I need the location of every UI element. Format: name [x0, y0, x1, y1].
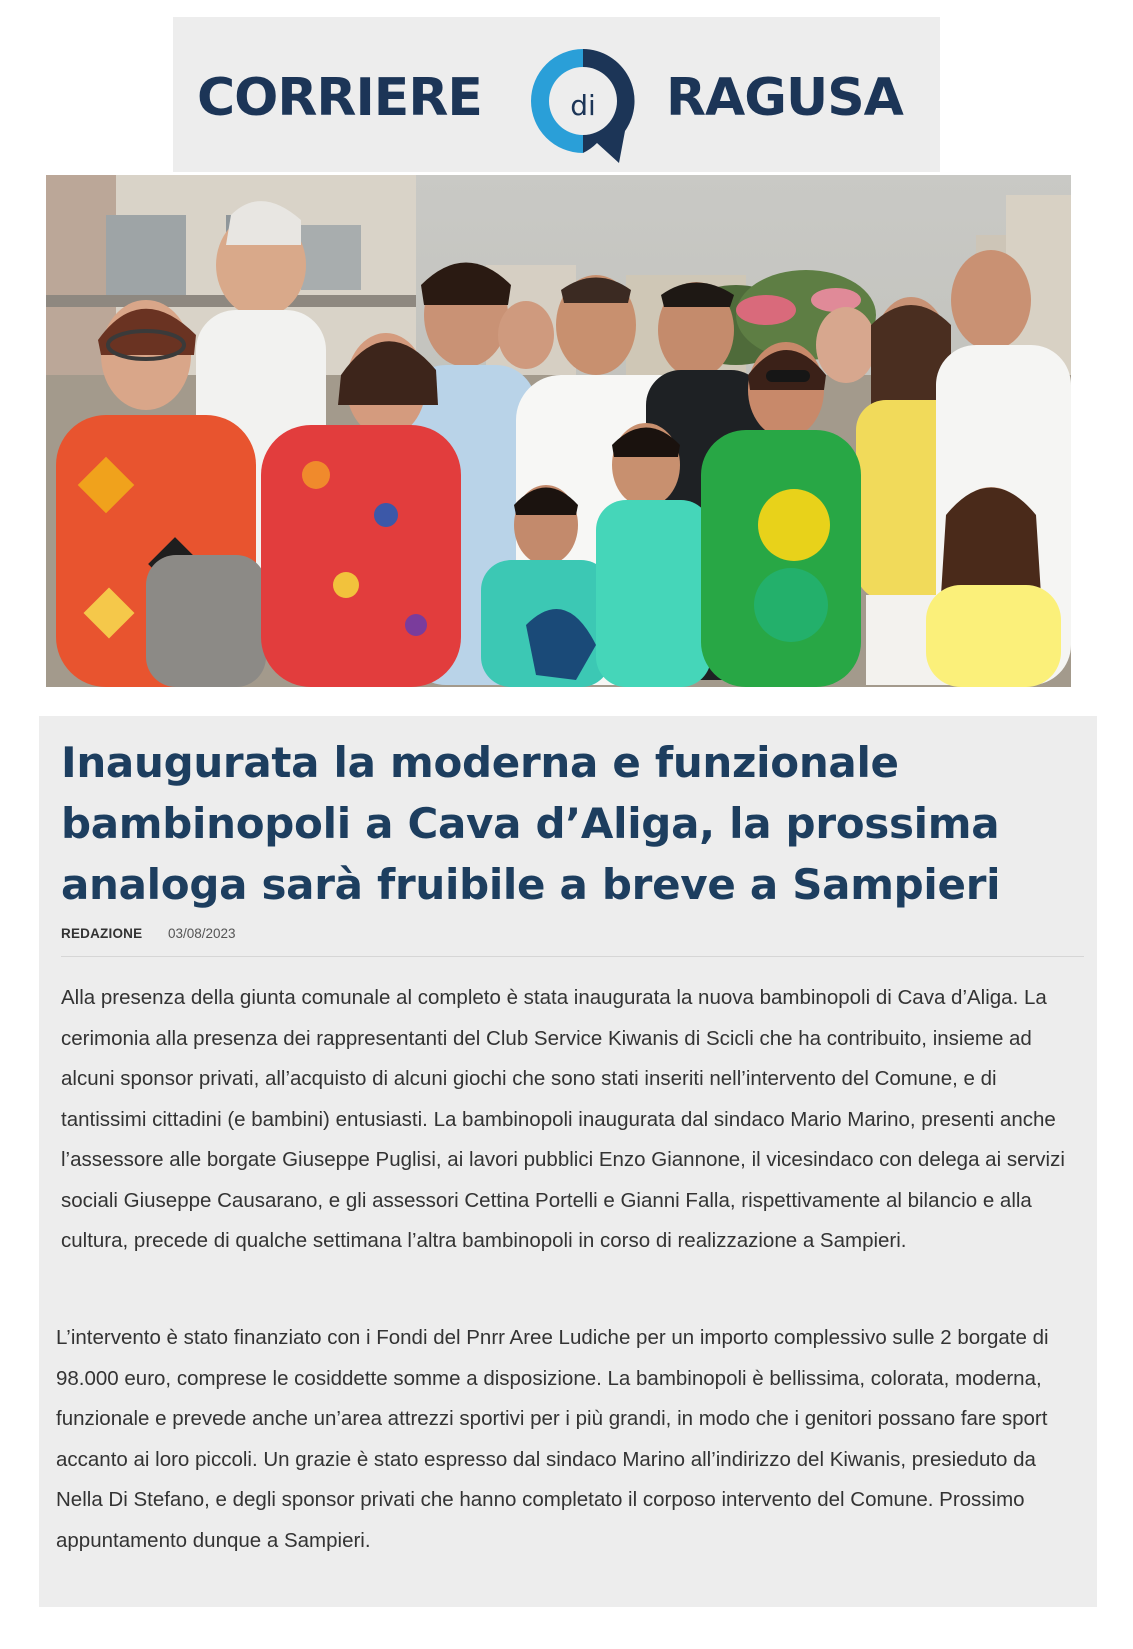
- meta-divider: [61, 956, 1084, 957]
- article-meta: [61, 926, 236, 941]
- article-author[interactable]: REDAZIONE: [61, 926, 143, 941]
- article-paragraph-1: Alla presenza della giunta comunale al completo è stata inaugurata la nuova bambinopoli di Cava d’Aliga. La cerimonia alla presenza dei rappresentanti del Club Service Kiwanis di Scicli che ha contribuito, insieme ad alcuni sponsor privati, all’acquisto di alcuni giochi che sono stati inseriti nell’intervento del Comune, e di tantissimi cittadini (e bambini) entusiasti. La bambinopoli inaugurata dal sindaco Mario Marino, presenti anche l’assessore alle borgate Giuseppe Puglisi, ai lavori pubblici Enzo Giannone, il vicesindaco con delega ai servizi sociali Giuseppe Causarano, e gli assessori Cettina Portelli e Gianni Falla, rispettivamente al bilancio e alla cultura, precede di qualche settimana l’altra bambinopoli in corso di realizzazione a Sampieri.: [61, 986, 1065, 1252]
- group-photo-image: [46, 175, 1071, 687]
- masthead-logo[interactable]: [173, 17, 940, 172]
- speech-bubble-icon: [513, 43, 653, 163]
- article-photo: [46, 175, 1071, 687]
- article-title: Inaugurata la moderna e funzionale bambinopoli a Cava d’Aliga, la prossima analoga sarà fruibile a breve a Sampieri: [61, 738, 1001, 909]
- article-paragraph-2: L’intervento è stato finanziato con i Fondi del Pnrr Aree Ludiche per un importo complessivo sulle 2 borgate di 98.000 euro, comprese le cosiddette somme a disposizione. La bambinopoli è bellissima, colorata, moderna, funzionale e prevede anche un’area attrezzi sportivi per i più grandi, in modo che i genitori possano fare sport accanto ai loro piccoli. Un grazie è stato espresso dal sindaco Marino all’indirizzo del Kiwanis, presieduto da Nella Di Stefano, e degli sponsor privati che hanno completato il corposo intervento del Comune. Prossimo appuntamento dunque a Sampieri.: [56, 1326, 1049, 1552]
- logo-word-di: di: [570, 89, 596, 122]
- article-card: [39, 716, 1097, 1607]
- article-date: 03/08/2023: [168, 926, 236, 941]
- logo-word-ragusa: RAGUSA: [666, 68, 903, 128]
- logo-word-corriere: CORRIERE: [197, 68, 482, 128]
